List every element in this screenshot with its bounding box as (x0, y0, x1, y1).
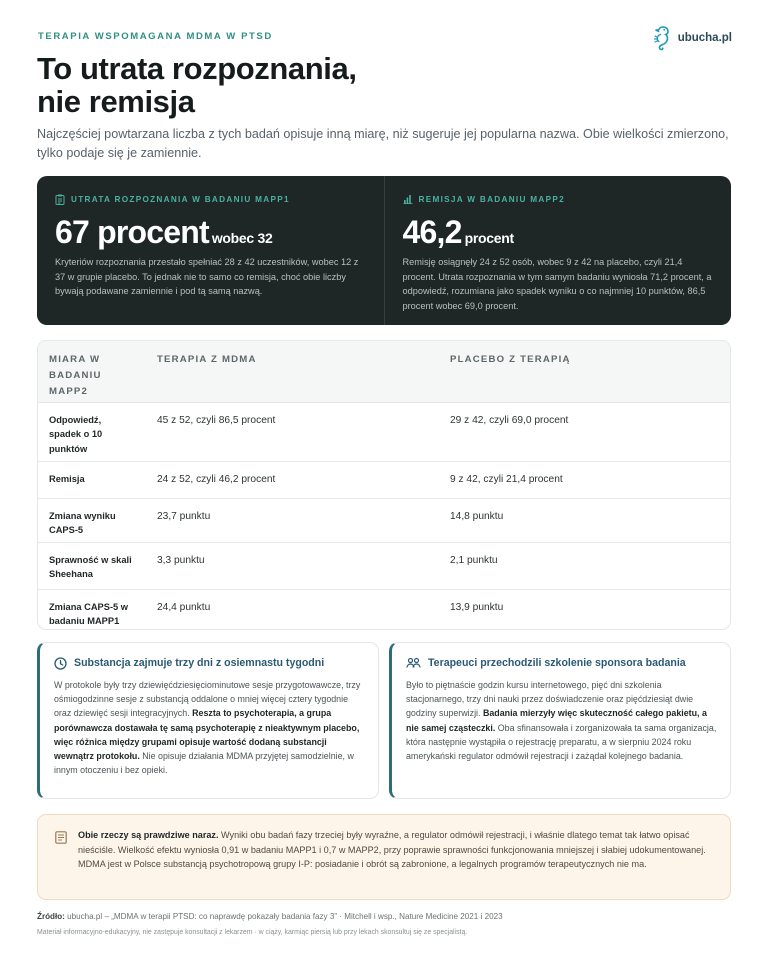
card-body (54, 678, 365, 777)
row-measure: Remisja (38, 461, 146, 498)
site-logo[interactable] (652, 25, 732, 51)
logo-text: ubucha.pl (677, 32, 732, 44)
row-mdma-value: 45 z 52, czyli 86,5 procent (146, 402, 439, 461)
table-row (38, 498, 731, 542)
column-header-measure: MIARA W BADANIU MAPP2 (38, 341, 146, 402)
source-line (37, 912, 503, 921)
card-bold-text: Badania mierzyły więc skuteczność całego pakietu, a nie samej cząsteczki. (406, 708, 707, 733)
results-table-grid (38, 341, 731, 629)
card-text: Było to piętnaście godzin kursu internetowego, pięć dni szkolenia stacjonarnego, trzy dni nauki przez doświadczenie oraz pięćdziesiąt dwie godziny superwizji. (406, 680, 694, 719)
stat-value (55, 214, 366, 250)
stat-suffix: wobec 32 (211, 230, 273, 246)
row-placebo-value: 9 z 42, czyli 21,4 procent (439, 461, 731, 498)
row-placebo-value: 29 z 42, czyli 69,0 procent (439, 402, 731, 461)
page-title (37, 52, 357, 118)
stat-label-row (55, 193, 366, 205)
bar-chart-icon (403, 194, 413, 204)
document-icon (55, 831, 67, 844)
card-title: Substancja zajmuje trzy dni z osiemnastu tygodni (74, 657, 325, 669)
seahorse-icon (652, 25, 672, 51)
card-text: Oba sfinansowała i zorganizowała ta sama organizacja, która następnie wystąpiła o rejestrację preparatu, a w sierpniu 2024 roku amerykański regulator odmówił rejestracji i zażądał kolejnego badania. (406, 722, 717, 762)
results-table (37, 340, 731, 630)
note-body: Wyniki obu badań fazy trzeciej były wyraźne, a regulator odmówił rejestracji, i właśnie dlatego temat tak łatwo opisać nieściśle. Wielkość efektu wyniosła 0,91 w badaniu MAPP1 i 0,7 w MAPP2, przy poprawie sprawności funkcjonowania mniejszej i słabiej udokumentowanej. MDMA jest w Polsce substancją psychotropową grupy I-P: posiadanie i obrót są zabronione, a legalnych programów terapeutycznych nie ma. (78, 830, 706, 870)
row-placebo-value: 2,1 punktu (439, 542, 731, 589)
key-stats-panel (37, 176, 731, 325)
card-title: Terapeuci przechodzili szkolenie sponsora badania (428, 657, 686, 669)
card-text: Nie opisuje działania MDMA przyjętej samodzielnie, w innym otoczeniu i bez opieki. (54, 751, 354, 776)
column-header-mdma: TERAPIA Z MDMA (146, 341, 439, 402)
stat-description: Kryteriów rozpoznania przestało spełniać 28 z 42 uczestników, wobec 12 z 37 w grupie placebo. To jednak nie to samo co remisja, choć obie liczby bywają podawane zamiennie i pod tą samą nazwą. (55, 257, 359, 297)
title-line-2: nie remisja (37, 84, 195, 119)
clock-icon (54, 657, 67, 670)
eyebrow: TERAPIA WSPOMAGANA MDMA W PTSD (38, 31, 273, 42)
table-row (38, 589, 731, 629)
source-label: Źródło: (37, 912, 65, 921)
stat-suffix: procent (464, 230, 514, 246)
row-mdma-value: 23,7 punktu (146, 498, 439, 542)
disclaimer: Materiał informacyjno-edukacyjny, nie zastępuje konsultacji z lekarzem · w ciąży, karmiąc piersią lub przy lekach skonsultuj się ze specjalistą. (37, 929, 468, 936)
row-placebo-value: 14,8 punktu (439, 498, 731, 542)
row-mdma-value: 24 z 52, czyli 46,2 procent (146, 461, 439, 498)
note-bold: Obie rzeczy są prawdziwe naraz. (78, 830, 219, 840)
row-measure: Zmiana CAPS-5 w badaniu MAPP1 (49, 601, 129, 627)
card-text: W protokole były trzy dziewięćdziesięciominutowe sesje przygotowawcze, trzy ośmiogodzinne sesje z substancją oddalone o mniej więcej cztery tygodnie oraz dziewięć sesji integracyjnych. (54, 680, 361, 719)
stat-number: 67 procent (55, 214, 209, 250)
table-header-row (38, 341, 731, 402)
table-row (38, 402, 731, 461)
row-mdma-value: 3,3 punktu (146, 542, 439, 589)
summary-note (37, 814, 731, 900)
clipboard-icon (55, 194, 65, 205)
stat-mapp1 (37, 176, 384, 325)
card-title-row (406, 655, 717, 671)
title-line-1: To utrata rozpoznania, (37, 51, 357, 86)
lead-paragraph: Najczęściej powtarzana liczba z tych badań opisuje inną miarę, niż sugeruje jej popularna nazwa. Obie wielkości zmierzono, tylko podaje się je zamiennie. (37, 127, 729, 160)
table-row (38, 542, 731, 589)
card-body (406, 678, 717, 763)
row-measure: Odpowiedź, spadek o 10 punktów (38, 402, 146, 461)
row-mdma-value: 24,4 punktu (157, 601, 211, 613)
stat-label-row (403, 193, 714, 205)
row-placebo-value: 13,9 punktu (450, 601, 504, 613)
card-bold-text: Reszta to psychoterapia, a grupa porównawcza dostawała tę samą psychoterapię z nieaktywnym placebo, więc różnica między grupami opisuje wartość dodaną substancji wewnątrz protokołu. (54, 708, 360, 762)
users-icon (406, 657, 421, 669)
stat-label: UTRATA ROZPOZNANIA W BADANIU MAPP1 (71, 194, 290, 204)
stat-mapp2 (384, 176, 732, 325)
stat-label: REMISJA W BADANIU MAPP2 (418, 194, 566, 204)
column-header-placebo: PLACEBO Z TERAPIĄ (439, 341, 731, 402)
stat-number: 46,2 (402, 214, 462, 250)
note-text (78, 828, 714, 899)
stat-description: Remisję osiągnęły 24 z 52 osób, wobec 9 z 42 na placebo, czyli 21,4 procent. Utrata rozpoznania w tym samym badaniu wyniosła 71,2 procent, a odpowiedź, rozumiana jako spadek wyniku o co najmniej 10 punktów, 86,5 procent wobec 69,0 procent. (402, 257, 712, 311)
table-row (38, 461, 731, 498)
row-measure: Zmiana wyniku CAPS-5 (38, 498, 146, 542)
source-text[interactable]: ubucha.pl – „MDMA w terapii PTSD: co naprawdę pokazały badania fazy 3” · Mitchell i wsp., Nature Medicine 2021 i 2023 (67, 912, 503, 921)
card-title-row (54, 655, 365, 671)
info-card-therapists (389, 642, 731, 799)
row-measure: Sprawność w skali Sheehana (38, 542, 146, 589)
stat-value (403, 214, 714, 250)
info-card-protocol (37, 642, 379, 799)
